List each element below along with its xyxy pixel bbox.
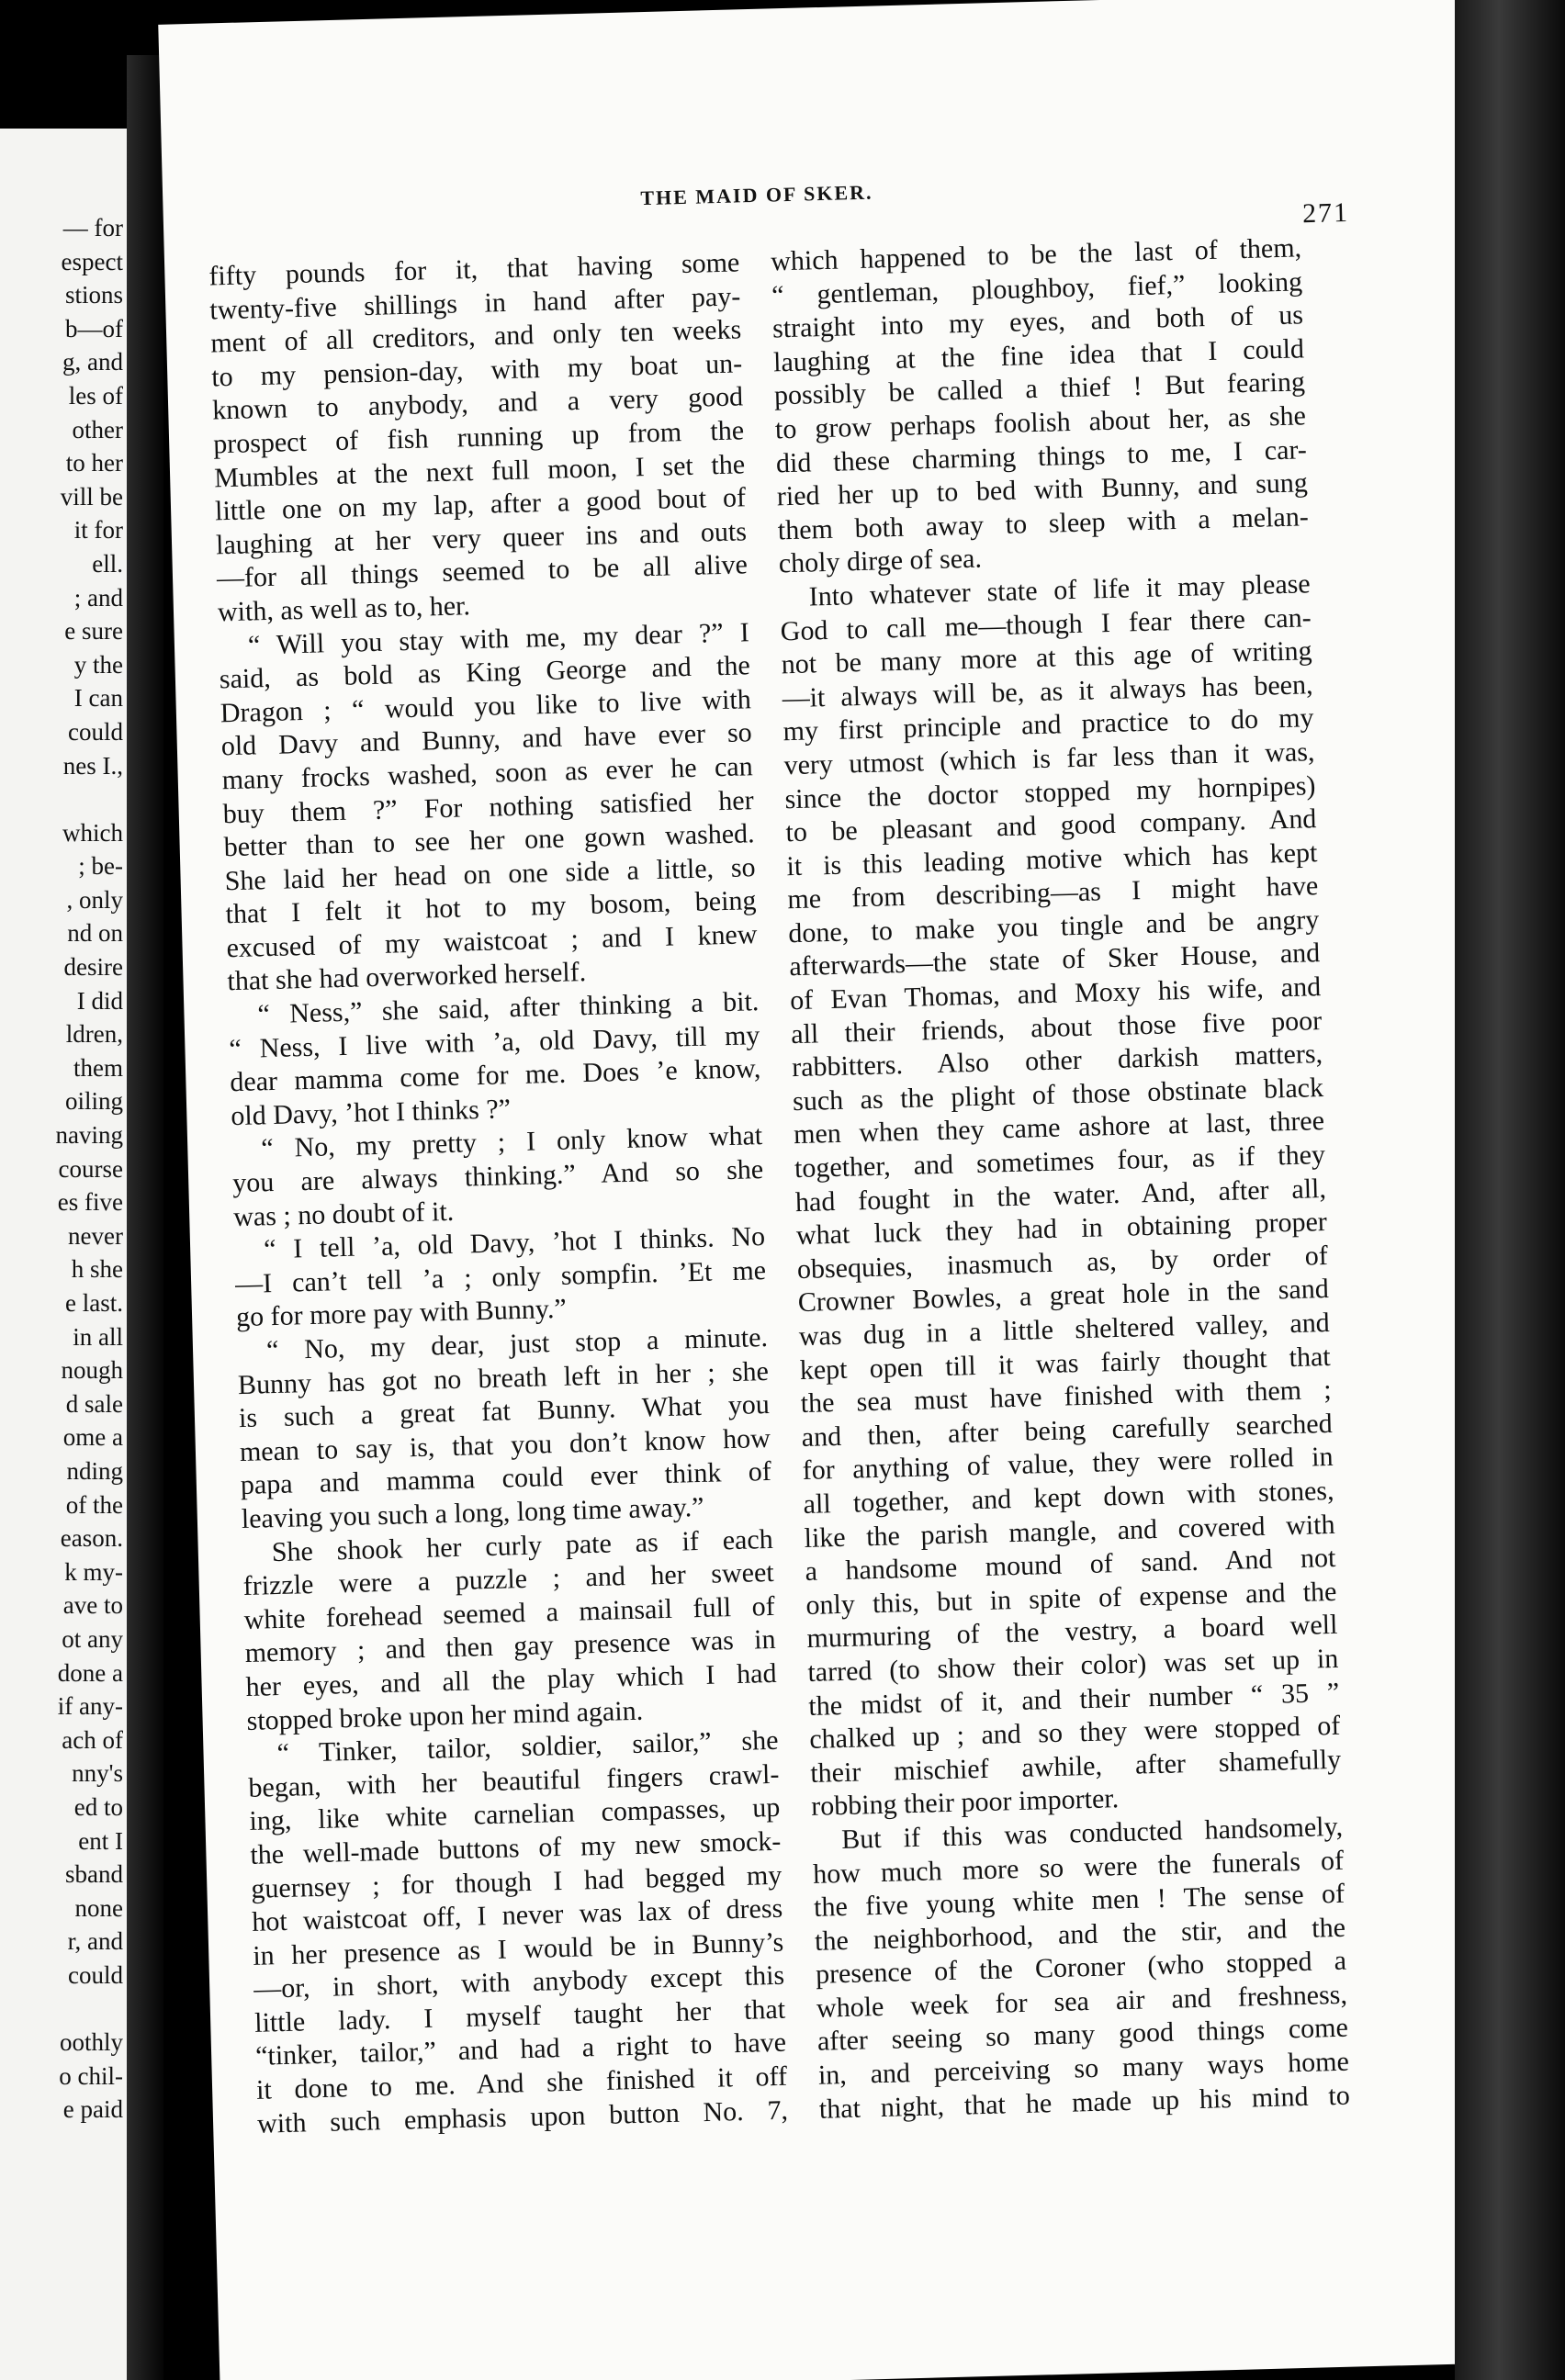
- text-line: Mumbles at the next full moon, I set the: [213, 448, 746, 493]
- text-line: “ Ness, I live with ’a, old Davy, till my: [229, 1019, 760, 1064]
- text-line: presence of the Coroner (who stopped a: [815, 1945, 1347, 1991]
- text-line: did these charming things to me, I car-: [775, 433, 1308, 478]
- running-head: THE MAID OF SKER.: [640, 180, 873, 210]
- fragment-line: ot any: [62, 1624, 123, 1653]
- fragment-line: es five: [57, 1188, 123, 1217]
- text-line: done, to make you tingle and be angry: [787, 904, 1320, 949]
- text-line: —or, in short, with anybody except this: [253, 1960, 785, 2005]
- fragment-line: stions: [64, 281, 123, 309]
- fragment-line: it for: [73, 516, 123, 544]
- text-line: excused of my waistcoat ; and I knew: [226, 918, 758, 964]
- fragment-line: of the: [65, 1490, 123, 1519]
- text-line: She laid her head on one side a little, so: [224, 851, 756, 896]
- text-line: not be many more at this age of writing: [781, 635, 1312, 680]
- text-line: dear mamma come for me. Does ’e know,: [230, 1053, 761, 1098]
- text-line: such as the plight of those obstinate black: [792, 1072, 1324, 1117]
- text-line: all together, and kept down with stones,: [803, 1475, 1334, 1520]
- fragment-line: could: [68, 717, 123, 746]
- text-line: frizzle were a puzzle ; and her sweet: [242, 1557, 775, 1602]
- text-line: ment of all creditors, and only ten weeks: [209, 314, 742, 359]
- text-line: was ; no doubt of it.: [232, 1196, 455, 1232]
- fragment-line: to her: [65, 449, 123, 477]
- text-line: was dug in a little sheltered valley, and: [798, 1307, 1331, 1353]
- fragment-line: nes I.,: [62, 751, 123, 780]
- text-line: a handsome mound of sand. And not: [805, 1543, 1336, 1588]
- fragment-line: ome a: [62, 1423, 123, 1452]
- fragment-line: , only: [66, 885, 123, 914]
- text-line: known to anybody, and a very good: [211, 381, 744, 426]
- fragment-line: oiling: [64, 1087, 123, 1116]
- text-line: choly dirge of sea.: [778, 543, 983, 579]
- fragment-line: naving: [55, 1121, 123, 1150]
- text-line: me from describing—as I might have: [787, 870, 1319, 915]
- fragment-line: ; and: [73, 583, 123, 612]
- text-line: old Davy, ’hot I thinks ?”: [230, 1094, 512, 1132]
- fragment-line: les of: [68, 381, 123, 410]
- text-line: “ I tell ’a, old Davy, ’hot I thinks. No: [263, 1221, 766, 1265]
- text-line: is such a great fat Bunny. What you: [238, 1389, 771, 1434]
- text-line: prospect of fish running up from the: [212, 415, 745, 460]
- text-line: what luck they had in obtaining proper: [795, 1207, 1328, 1252]
- fragment-line: desire: [63, 953, 123, 982]
- text-line: —I can’t tell ’a ; only sompfin. ’Et me: [234, 1254, 767, 1299]
- text-line: hot waistcoat off, I never was lax of dress: [251, 1892, 783, 1937]
- text-line: Crowner Bowles, a great hole in the sand: [797, 1274, 1330, 1319]
- text-line: ing, like white carnelian compasses, up: [249, 1792, 781, 1837]
- fragment-line: [4, 1992, 123, 2026]
- fragment-line: d sale: [65, 1389, 123, 1418]
- fragment-line: in all: [73, 1322, 123, 1351]
- text-line: my first principle and practice to do my: [782, 702, 1314, 747]
- text-line: all their friends, about those five poor: [790, 1005, 1323, 1050]
- right-text-column: [771, 231, 1350, 2127]
- text-line: But if this was conducted handsomely,: [840, 1811, 1344, 1855]
- fragment-line: g, and: [62, 348, 123, 376]
- text-line: that I felt it hot to my bosom, being: [225, 885, 757, 930]
- fragment-line: nd on: [67, 919, 123, 948]
- fragment-line: y the: [73, 650, 123, 679]
- text-line: the five young white men ! The sense of: [813, 1878, 1345, 1923]
- text-line: ried her up to bed with Bunny, and sung: [776, 467, 1309, 512]
- text-line: them both away to sleep with a melan-: [777, 501, 1310, 546]
- text-line: straight into my eyes, and both of us: [771, 299, 1304, 344]
- text-line: the sea must have finished with them ;: [800, 1375, 1333, 1420]
- text-line: “ Ness,” she said, after thinking a bit.: [257, 986, 760, 1030]
- text-line: chalked up ; and so they were stopped of: [808, 1710, 1341, 1756]
- text-line: white forehead seemed a mainsail full of: [243, 1590, 775, 1635]
- text-line: began, with her beautiful fingers crawl-: [248, 1758, 780, 1803]
- text-line: go for more pay with Bunny.”: [235, 1294, 568, 1333]
- text-line: to be pleasant and good company. And: [785, 803, 1317, 848]
- text-line: stopped broke upon her mind again.: [246, 1695, 644, 1736]
- text-line: twenty-five shillings in hand after pay-: [208, 280, 741, 326]
- text-line: murmuring of the vestry, a board well: [806, 1610, 1338, 1655]
- fragment-line: eason.: [60, 1524, 123, 1553]
- fragment-line: — for: [62, 214, 123, 241]
- fragment-line: ent I: [78, 1826, 123, 1855]
- page-number: 271: [1301, 196, 1350, 230]
- text-line: tarred (to show their color) was set up in: [807, 1643, 1339, 1688]
- text-line: little one on my lap, after a good bout of: [214, 482, 747, 527]
- book-page: [158, 0, 1542, 2380]
- fragment-line: vill be: [60, 482, 123, 511]
- text-line: said, as bold as King George and the: [219, 650, 751, 695]
- fragment-line: nny's: [72, 1759, 123, 1788]
- fragment-line: nough: [61, 1356, 123, 1385]
- text-line: guernsey ; for though I had begged my: [250, 1859, 782, 1904]
- text-line: laughing at her very queer ins and outs: [215, 516, 748, 561]
- fragment-line: r, and: [67, 1927, 123, 1956]
- fragment-line: sband: [65, 1860, 123, 1889]
- left-page-edge: [0, 129, 129, 2380]
- text-line: the midst of it, and their number “ 35 ”: [807, 1677, 1340, 1722]
- text-line: laughing at the fine idea that I could: [772, 333, 1305, 378]
- text-line: for anything of value, they were rolled in: [802, 1442, 1334, 1487]
- text-line: mean to say is, that you don’t know how: [239, 1422, 771, 1467]
- fragment-line: I can: [73, 684, 123, 713]
- text-line: it done to me. And she finished it off: [255, 2060, 788, 2105]
- text-line: in her presence as I would be in Bunny’s: [252, 1926, 784, 1971]
- text-line: men when they came ashore at last, three: [793, 1106, 1325, 1151]
- fragment-line: b—of: [65, 314, 123, 342]
- text-line: in, and perceiving so many ways home: [817, 2046, 1350, 2091]
- fragment-line: other: [72, 415, 123, 443]
- text-line: her eyes, and all the play which I had: [245, 1657, 777, 1702]
- fragment-line: o chil-: [59, 2061, 123, 2090]
- fragment-line: ed to: [73, 1792, 123, 1821]
- text-line: better than to see her one gown washed.: [223, 818, 755, 863]
- right-page-edge: [1455, 0, 1565, 2380]
- text-line: papa and mamma could ever think of: [240, 1456, 772, 1501]
- text-line: possibly be called a thief ! But fearing: [773, 366, 1306, 411]
- text-line: “tinker, tailor,” and had a right to have: [254, 2027, 787, 2072]
- text-line: that she had overworked herself.: [227, 957, 587, 997]
- fragment-line: h she: [71, 1255, 123, 1284]
- text-line: since the doctor stopped my hornpipes): [784, 769, 1316, 814]
- text-line: it is this leading motive which has kept: [786, 836, 1318, 881]
- fragment-line: e sure: [64, 617, 123, 646]
- text-line: “ Will you stay with me, my dear ?” I: [247, 616, 750, 661]
- text-line: whole week for sea air and freshness,: [816, 1979, 1348, 2024]
- fragment-line: done a: [57, 1658, 123, 1687]
- text-line: after seeing so many good things come: [816, 2013, 1349, 2058]
- text-line: She shook her curly pate as if each: [271, 1523, 774, 1567]
- text-line: together, and sometimes four, as if they: [794, 1139, 1326, 1184]
- fragment-line: [4, 782, 123, 816]
- fragment-line: nding: [66, 1456, 123, 1485]
- text-line: “ No, my pretty ; I only know what: [260, 1120, 763, 1164]
- text-line: Dragon ; “ would you like to live with: [220, 683, 752, 729]
- fragment-line: which: [62, 818, 123, 847]
- fragment-line: oothly: [59, 2028, 123, 2057]
- text-line: obsequies, inasmuch as, by order of: [796, 1240, 1329, 1285]
- left-text-column: [208, 246, 788, 2141]
- text-line: robbing their poor importer.: [810, 1783, 1120, 1823]
- text-line: with such emphasis upon button No. 7,: [256, 2094, 789, 2139]
- text-line: many frocks washed, soon as ever he can: [221, 751, 754, 796]
- text-line: leaving you such a long, long time away.”: [241, 1491, 704, 1534]
- fragment-line: ach of: [62, 1725, 123, 1754]
- text-line: fifty pounds for it, that having some: [208, 247, 740, 292]
- text-line: which happened to be the last of them,: [770, 232, 1302, 277]
- fragment-line: none: [74, 1893, 123, 1922]
- text-line: “ Tinker, tailor, soldier, sailor,” she: [276, 1724, 779, 1769]
- fragment-line: if any-: [57, 1692, 123, 1721]
- text-line: how much more so were the funerals of: [812, 1845, 1345, 1890]
- text-line: little lady. I myself taught her that: [253, 1993, 786, 2038]
- text-line: had fought in the water. And, after all,: [794, 1173, 1327, 1218]
- text-line: “ gentleman, ploughboy, fief,” looking: [771, 265, 1303, 311]
- left-page-fragments: [4, 211, 123, 2127]
- text-line: and then, after being carefully searched: [801, 1408, 1333, 1453]
- text-line: Into whatever state of life it may please: [808, 568, 1312, 612]
- text-line: afterwards—the state of Sker House, and: [788, 937, 1321, 982]
- fragment-line: e paid: [62, 2095, 123, 2124]
- fragment-line: ave to: [62, 1591, 123, 1620]
- fragment-line: them: [73, 1053, 123, 1082]
- fragment-line: k my-: [64, 1557, 123, 1586]
- text-line: to my pension-day, with my boat un-: [210, 348, 743, 393]
- text-line: “ No, my dear, just stop a minute.: [265, 1321, 769, 1366]
- fragment-line: course: [58, 1154, 123, 1183]
- text-line: of Evan Thomas, and Moxy his wife, and: [789, 971, 1322, 1016]
- text-line: the neighborhood, and the stir, and the: [814, 1912, 1346, 1957]
- fragment-line: ldren,: [65, 1020, 123, 1049]
- text-line: Bunny has got no breath left in her ; she: [237, 1355, 770, 1400]
- text-line: God to call me—though I fear there can-: [780, 601, 1312, 646]
- fragment-line: espect: [61, 247, 123, 275]
- fragment-line: I did: [76, 986, 123, 1015]
- text-line: with, as well as to, her.: [217, 590, 471, 628]
- text-line: memory ; and then gay presence was in: [244, 1624, 776, 1669]
- fragment-line: never: [68, 1221, 123, 1250]
- text-line: that night, that he made up his mind to: [818, 2080, 1351, 2125]
- fragment-line: ell.: [92, 549, 123, 578]
- text-line: —it always will be, as it always has been,: [782, 668, 1313, 714]
- book-gutter: [127, 55, 163, 2380]
- text-line: kept open till it was fairly thought that: [799, 1341, 1332, 1386]
- text-line: only this, but in spite of expense and the: [805, 1576, 1337, 1621]
- fragment-line: could: [68, 1960, 123, 1989]
- text-line: buy them ?” For nothing satisfied her: [222, 784, 755, 829]
- text-line: old Davy and Bunny, and have ever so: [220, 717, 753, 762]
- fragment-line: ; be-: [78, 852, 123, 881]
- text-line: like the parish mangle, and covered with: [804, 1509, 1335, 1554]
- fragment-line: e last.: [65, 1289, 123, 1317]
- text-line: to grow perhaps foolish about her, as she: [774, 400, 1307, 445]
- text-line: the well-made buttons of my new smock-: [250, 1825, 782, 1870]
- text-line: —for all things seemed to be all alive: [216, 549, 749, 594]
- text-line: you are always thinking.” And so she: [231, 1154, 764, 1199]
- text-line: rabbitters. Also other darkish matters,: [791, 1038, 1323, 1083]
- text-line: their mischief awhile, after shamefully: [809, 1744, 1342, 1789]
- text-line: very utmost (which is far less than it was,: [783, 736, 1315, 781]
